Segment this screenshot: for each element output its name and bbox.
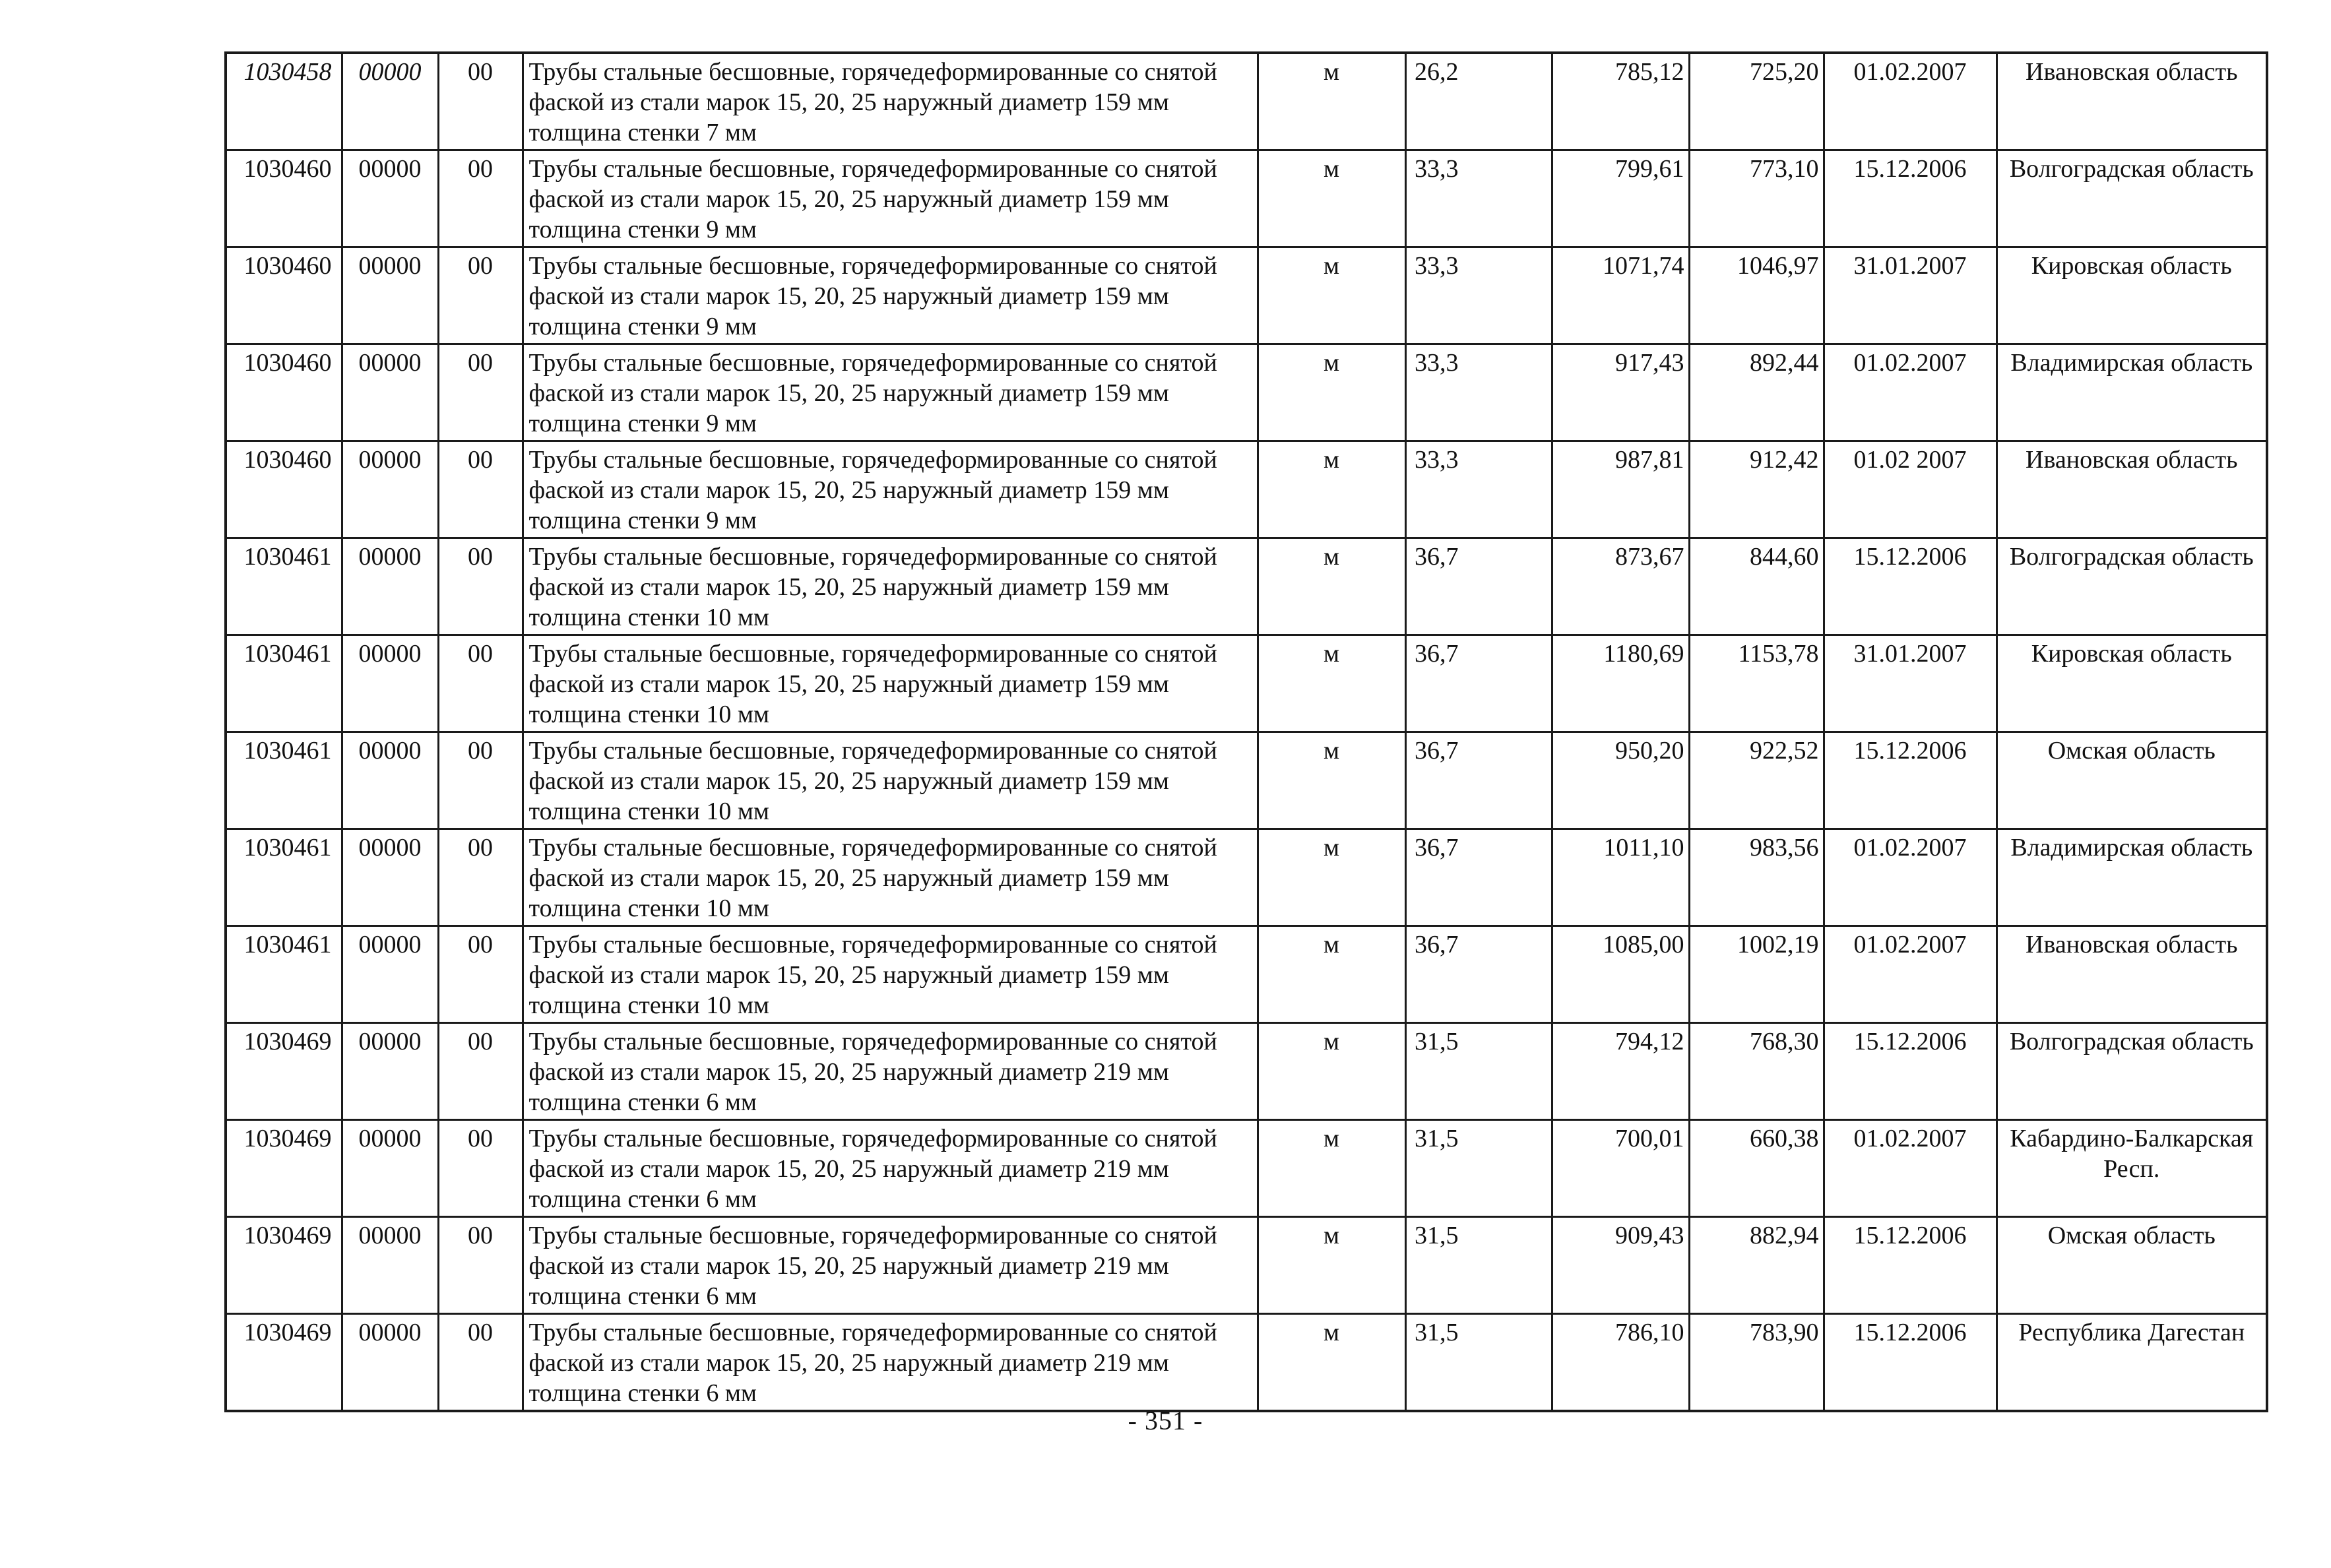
cell-price-with-vat: 1011,10 [1552, 829, 1689, 926]
cell-weight: 31,5 [1405, 1217, 1552, 1314]
cell-price: 912,42 [1689, 441, 1824, 538]
cell-price: 1046,97 [1689, 247, 1824, 344]
cell-date: 15.12.2006 [1824, 150, 1996, 247]
cell-region: Ивановская область [1996, 441, 2267, 538]
cell-region: Кировская область [1996, 247, 2267, 344]
cell-unit: м [1258, 53, 1405, 150]
cell-weight: 33,3 [1405, 344, 1552, 441]
cell-code: 1030460 [226, 441, 342, 538]
cell-date: 15.12.2006 [1824, 538, 1996, 635]
cell-region: Омская область [1996, 732, 2267, 829]
table-row [226, 150, 2267, 247]
cell-subcode: 00000 [342, 344, 438, 441]
cell-description: Трубы стальные бесшовные, горячедеформированные со снятой фаской из стали марок 15, 20, 25 наружный диаметр 159 мм толщина стенки 9 мм [523, 247, 1258, 344]
cell-subcode: 00000 [342, 53, 438, 150]
cell-subcode: 00000 [342, 926, 438, 1023]
cell-description: Трубы стальные бесшовные, горячедеформированные со снятой фаской из стали марок 15, 20, 25 наружный диаметр 159 мм толщина стенки 10 мм [523, 732, 1258, 829]
cell-weight: 31,5 [1405, 1120, 1552, 1217]
table-row [226, 53, 2267, 150]
cell-region: Кировская область [1996, 635, 2267, 732]
cell-code: 1030469 [226, 1023, 342, 1120]
cell-code: 1030461 [226, 926, 342, 1023]
cell-group: 00 [438, 1023, 523, 1120]
cell-price: 725,20 [1689, 53, 1824, 150]
cell-price: 660,38 [1689, 1120, 1824, 1217]
cell-code: 1030460 [226, 247, 342, 344]
cell-unit: м [1258, 926, 1405, 1023]
cell-code: 1030469 [226, 1314, 342, 1412]
cell-subcode: 00000 [342, 732, 438, 829]
cell-group: 00 [438, 441, 523, 538]
cell-subcode: 00000 [342, 150, 438, 247]
cell-price: 1002,19 [1689, 926, 1824, 1023]
table-row [226, 1120, 2267, 1217]
cell-group: 00 [438, 53, 523, 150]
cell-code: 1030469 [226, 1217, 342, 1314]
cell-weight: 33,3 [1405, 441, 1552, 538]
cell-price-with-vat: 794,12 [1552, 1023, 1689, 1120]
cell-weight: 36,7 [1405, 829, 1552, 926]
cell-weight: 33,3 [1405, 247, 1552, 344]
cell-subcode: 00000 [342, 1120, 438, 1217]
cell-price: 1153,78 [1689, 635, 1824, 732]
cell-region: Ивановская область [1996, 926, 2267, 1023]
cell-description: Трубы стальные бесшовные, горячедеформированные со снятой фаской из стали марок 15, 20, 25 наружный диаметр 159 мм толщина стенки 9 мм [523, 150, 1258, 247]
cell-date: 01.02.2007 [1824, 1120, 1996, 1217]
cell-unit: м [1258, 150, 1405, 247]
cell-code: 1030461 [226, 829, 342, 926]
cell-code: 1030460 [226, 344, 342, 441]
cell-subcode: 00000 [342, 538, 438, 635]
cell-subcode: 00000 [342, 635, 438, 732]
cell-group: 00 [438, 247, 523, 344]
cell-region: Кабардино-Балкарская Респ. [1996, 1120, 2267, 1217]
cell-group: 00 [438, 344, 523, 441]
cell-date: 15.12.2006 [1824, 732, 1996, 829]
table-row [226, 829, 2267, 926]
table-row [226, 1217, 2267, 1314]
cell-region: Волгоградская область [1996, 150, 2267, 247]
table-row [226, 1023, 2267, 1120]
cell-price: 773,10 [1689, 150, 1824, 247]
cell-description: Трубы стальные бесшовные, горячедеформированные со снятой фаской из стали марок 15, 20, 25 наружный диаметр 159 мм толщина стенки 9 мм [523, 344, 1258, 441]
cell-weight: 33,3 [1405, 150, 1552, 247]
cell-region: Республика Дагестан [1996, 1314, 2267, 1412]
cell-price-with-vat: 785,12 [1552, 53, 1689, 150]
cell-unit: м [1258, 247, 1405, 344]
cell-price-with-vat: 799,61 [1552, 150, 1689, 247]
cell-price-with-vat: 909,43 [1552, 1217, 1689, 1314]
cell-price: 922,52 [1689, 732, 1824, 829]
table-row [226, 538, 2267, 635]
cell-description: Трубы стальные бесшовные, горячедеформированные со снятой фаской из стали марок 15, 20, 25 наружный диаметр 219 мм толщина стенки 6 мм [523, 1314, 1258, 1412]
cell-region: Волгоградская область [1996, 538, 2267, 635]
cell-weight: 31,5 [1405, 1314, 1552, 1412]
cell-price-with-vat: 1085,00 [1552, 926, 1689, 1023]
cell-weight: 26,2 [1405, 53, 1552, 150]
cell-unit: м [1258, 1314, 1405, 1412]
cell-group: 00 [438, 732, 523, 829]
cell-weight: 36,7 [1405, 635, 1552, 732]
cell-unit: м [1258, 1023, 1405, 1120]
cell-date: 01.02 2007 [1824, 441, 1996, 538]
cell-region: Ивановская область [1996, 53, 2267, 150]
cell-price-with-vat: 700,01 [1552, 1120, 1689, 1217]
cell-price-with-vat: 987,81 [1552, 441, 1689, 538]
cell-unit: м [1258, 1120, 1405, 1217]
cell-price-with-vat: 873,67 [1552, 538, 1689, 635]
cell-group: 00 [438, 150, 523, 247]
cell-unit: м [1258, 635, 1405, 732]
cell-code: 1030461 [226, 732, 342, 829]
cell-date: 15.12.2006 [1824, 1314, 1996, 1412]
cell-date: 15.12.2006 [1824, 1217, 1996, 1314]
cell-description: Трубы стальные бесшовные, горячедеформированные со снятой фаской из стали марок 15, 20, 25 наружный диаметр 219 мм толщина стенки 6 мм [523, 1217, 1258, 1314]
cell-unit: м [1258, 344, 1405, 441]
cell-group: 00 [438, 1217, 523, 1314]
cell-group: 00 [438, 926, 523, 1023]
cell-group: 00 [438, 538, 523, 635]
cell-date: 31.01.2007 [1824, 635, 1996, 732]
table-row [226, 344, 2267, 441]
cell-subcode: 00000 [342, 1314, 438, 1412]
cell-subcode: 00000 [342, 1217, 438, 1314]
cell-code: 1030460 [226, 150, 342, 247]
cell-date: 01.02.2007 [1824, 926, 1996, 1023]
cell-price-with-vat: 1071,74 [1552, 247, 1689, 344]
cell-price: 768,30 [1689, 1023, 1824, 1120]
cell-description: Трубы стальные бесшовные, горячедеформированные со снятой фаской из стали марок 15, 20, 25 наружный диаметр 219 мм толщина стенки 6 мм [523, 1023, 1258, 1120]
table-row [226, 732, 2267, 829]
cell-description: Трубы стальные бесшовные, горячедеформированные со снятой фаской из стали марок 15, 20, 25 наружный диаметр 159 мм толщина стенки 10 мм [523, 829, 1258, 926]
cell-price-with-vat: 917,43 [1552, 344, 1689, 441]
cell-region: Владимирская область [1996, 344, 2267, 441]
table-row [226, 926, 2267, 1023]
cell-subcode: 00000 [342, 247, 438, 344]
cell-unit: м [1258, 829, 1405, 926]
cell-description: Трубы стальные бесшовные, горячедеформированные со снятой фаской из стали марок 15, 20, 25 наружный диаметр 219 мм толщина стенки 6 мм [523, 1120, 1258, 1217]
cell-description: Трубы стальные бесшовные, горячедеформированные со снятой фаской из стали марок 15, 20, 25 наружный диаметр 159 мм толщина стенки 10 мм [523, 635, 1258, 732]
cell-group: 00 [438, 829, 523, 926]
cell-group: 00 [438, 1314, 523, 1412]
cell-price-with-vat: 950,20 [1552, 732, 1689, 829]
page-number: - 351 - [1128, 1406, 1203, 1435]
table-row [226, 1314, 2267, 1412]
cell-description: Трубы стальные бесшовные, горячедеформированные со снятой фаской из стали марок 15, 20, 25 наружный диаметр 159 мм толщина стенки 10 мм [523, 538, 1258, 635]
cell-price: 844,60 [1689, 538, 1824, 635]
cell-unit: м [1258, 538, 1405, 635]
cell-description: Трубы стальные бесшовные, горячедеформированные со снятой фаской из стали марок 15, 20, 25 наружный диаметр 159 мм толщина стенки 7 мм [523, 53, 1258, 150]
cell-group: 00 [438, 1120, 523, 1217]
cell-weight: 31,5 [1405, 1023, 1552, 1120]
cell-date: 15.12.2006 [1824, 1023, 1996, 1120]
cell-region: Волгоградская область [1996, 1023, 2267, 1120]
cell-group: 00 [438, 635, 523, 732]
cell-description: Трубы стальные бесшовные, горячедеформированные со снятой фаской из стали марок 15, 20, 25 наружный диаметр 159 мм толщина стенки 9 мм [523, 441, 1258, 538]
cell-code: 1030461 [226, 538, 342, 635]
cell-subcode: 00000 [342, 441, 438, 538]
cell-subcode: 00000 [342, 829, 438, 926]
cell-description: Трубы стальные бесшовные, горячедеформированные со снятой фаской из стали марок 15, 20, 25 наружный диаметр 159 мм толщина стенки 10 мм [523, 926, 1258, 1023]
cell-price-with-vat: 1180,69 [1552, 635, 1689, 732]
cell-region: Владимирская область [1996, 829, 2267, 926]
cell-weight: 36,7 [1405, 538, 1552, 635]
cell-region: Омская область [1996, 1217, 2267, 1314]
cell-price: 882,94 [1689, 1217, 1824, 1314]
cell-code: 1030458 [226, 53, 342, 150]
cell-subcode: 00000 [342, 1023, 438, 1120]
table-row [226, 441, 2267, 538]
cell-date: 01.02.2007 [1824, 344, 1996, 441]
cell-unit: м [1258, 732, 1405, 829]
cell-weight: 36,7 [1405, 732, 1552, 829]
table-row [226, 635, 2267, 732]
cell-unit: м [1258, 441, 1405, 538]
cell-weight: 36,7 [1405, 926, 1552, 1023]
price-table [224, 51, 2268, 1412]
cell-date: 01.02.2007 [1824, 829, 1996, 926]
cell-price: 892,44 [1689, 344, 1824, 441]
cell-date: 31.01.2007 [1824, 247, 1996, 344]
cell-price: 983,56 [1689, 829, 1824, 926]
cell-date: 01.02.2007 [1824, 53, 1996, 150]
table-row [226, 247, 2267, 344]
cell-price-with-vat: 786,10 [1552, 1314, 1689, 1412]
cell-unit: м [1258, 1217, 1405, 1314]
cell-code: 1030461 [226, 635, 342, 732]
cell-code: 1030469 [226, 1120, 342, 1217]
cell-price: 783,90 [1689, 1314, 1824, 1412]
